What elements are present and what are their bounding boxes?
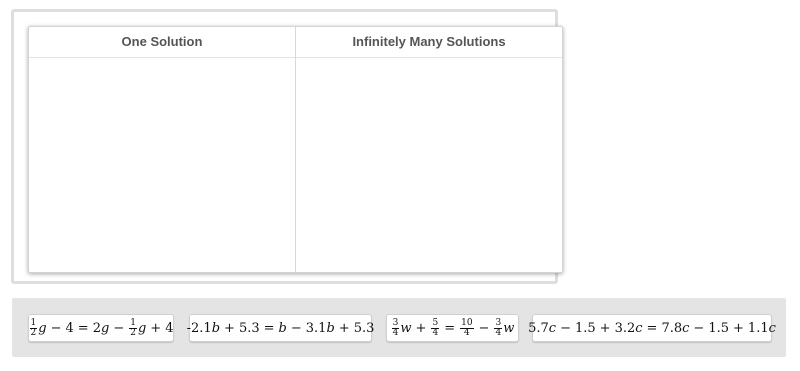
equation-tile-1[interactable] (28, 314, 174, 342)
fraction-denominator: 4 (432, 327, 439, 338)
sorting-table (28, 26, 563, 273)
equals-sign: = (444, 320, 456, 336)
operator: + (150, 320, 162, 336)
fraction-numerator: 3 (495, 317, 502, 328)
operator: + (224, 320, 235, 336)
fraction (30, 319, 38, 338)
fraction-numerator: 10 (461, 317, 473, 328)
drop-zone-one-solution[interactable] (29, 58, 295, 272)
fraction (431, 319, 439, 338)
drop-zone-infinitely-many-solutions[interactable] (296, 58, 562, 272)
constant: 5.3 (238, 320, 260, 336)
fraction (494, 319, 502, 338)
variable: g (137, 320, 147, 336)
column-header-one-solution: One Solution (29, 27, 295, 58)
coefficient: 2 (92, 320, 101, 336)
column-one-solution[interactable] (29, 27, 295, 272)
fraction-numerator: 1 (130, 317, 136, 328)
variable: c (682, 320, 690, 336)
constant: 5.3 (353, 320, 375, 336)
constant: 4 (165, 320, 174, 336)
fraction-denominator: 4 (392, 327, 399, 338)
column-header-infinitely-many-solutions: Infinitely Many Solutions (296, 27, 562, 58)
column-infinitely-many-solutions[interactable] (295, 27, 562, 272)
variable: b (211, 320, 221, 336)
tile-tray (12, 298, 786, 357)
coefficient: 3.2 (614, 320, 636, 336)
sorting-area (11, 9, 558, 284)
variable: w (400, 320, 412, 336)
fraction-denominator: 2 (30, 327, 37, 338)
fraction-numerator: 1 (30, 317, 37, 328)
coefficient: -2.1 (186, 320, 212, 336)
constant: 1.5 (574, 320, 596, 336)
constant: 1.5 (708, 320, 730, 336)
coefficient: 1.1 (747, 320, 769, 336)
variable: g (38, 320, 47, 336)
equals-sign: = (646, 320, 658, 336)
fraction (129, 319, 137, 338)
fraction-denominator: 4 (463, 327, 470, 338)
operator: + (338, 320, 350, 336)
operator: + (599, 320, 611, 336)
constant: 4 (65, 320, 74, 336)
fraction-numerator: 5 (432, 317, 439, 328)
variable: w (503, 320, 515, 336)
variable: c (768, 320, 776, 336)
coefficient: 7.8 (661, 320, 683, 336)
fraction (460, 319, 473, 338)
variable: g (100, 320, 110, 336)
variable: c (548, 320, 557, 336)
fraction (392, 319, 400, 338)
operator: − (693, 320, 705, 336)
operator: − (290, 320, 302, 336)
equation-tile-3[interactable] (386, 314, 519, 342)
operator: − (560, 320, 571, 336)
operator: + (415, 320, 427, 336)
equation-tile-4[interactable] (528, 314, 776, 342)
coefficient: 3.1 (305, 320, 327, 336)
operator: − (50, 320, 62, 336)
equals-sign: = (77, 320, 89, 336)
variable: c (635, 320, 643, 336)
fraction-denominator: 4 (495, 327, 502, 338)
equation-tile-2[interactable] (186, 314, 375, 342)
coefficient: 5.7 (528, 320, 549, 336)
variable: b (278, 320, 287, 336)
operator: − (113, 320, 125, 336)
operator: + (733, 320, 744, 336)
operator: − (478, 320, 490, 336)
variable: b (326, 320, 335, 336)
fraction-numerator: 3 (392, 317, 399, 328)
fraction-denominator: 2 (130, 327, 136, 338)
equals-sign: = (263, 320, 275, 336)
